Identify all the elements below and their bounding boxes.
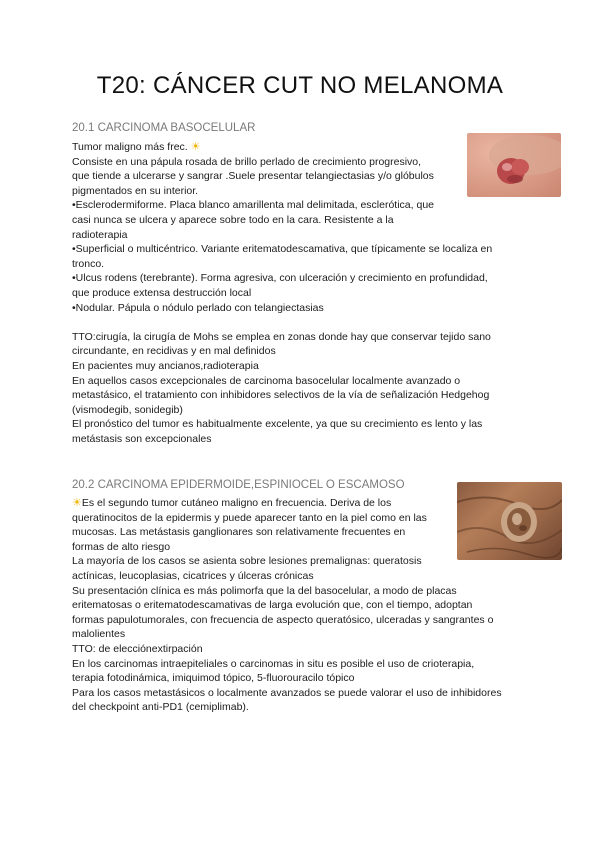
text-line: eritematosas o eritematodescamativas de larga evolución que, con el tiempo, adoptan [72,599,473,612]
text-line: En pacientes muy ancianos,radioterapia [72,359,259,372]
text-line: En aquellos casos excepcionales de carcinoma basocelular localmente avanzado o [72,374,461,387]
text-line: metastásico, el tratamiento con inhibidores selectivos de la vía de señalización Hedgehog [72,389,490,402]
section-heading-epidermoide: 20.2 CARCINOMA EPIDERMOIDE,ESPINIOCEL O ESCAMOSO [72,479,405,491]
text-line: El pronóstico del tumor es habitualmente excelente, ya que su crecimiento es lento y las [72,418,483,431]
text-line: TTO:cirugía, la cirugía de Mohs se emplea en zonas donde hay que conservar tejido sano [72,330,491,343]
section-body-epidermoide [72,496,502,715]
text-line: que produce extensa destrucción local [72,286,252,299]
section-heading-basocelular: 20.1 CARCINOMA BASOCELULAR [72,122,256,134]
text-line: formas papulotumorales, con frecuencia de aspecto queratósico, ulceradas y sangrantes o [72,613,494,626]
text-line: casi nunca se ulcera y aparece sobre todo en la cara. Resistente a la [72,213,394,226]
text-line: TTO: de elecciónextirpación [72,642,203,655]
text-line: circundante, en recidivas y en mal definidos [72,345,276,358]
text-line: •Nodular. Pápula o nódulo perlado con telangiectasias [72,301,324,314]
text-line: (vismodegib, sonidegib) [72,403,183,416]
text-line: formas de alto riesgo [72,540,171,553]
text-line: terapia fotodinámica, imiquimod tópico, 5-fluorouracilo tópico [72,672,355,685]
text-line: del checkpoint anti-PD1 (cemiplimab). [72,701,249,714]
text-line: tronco. [72,257,105,270]
text-line: mucosas. Las metástasis ganglionares son relativamente frecuentes en [72,526,406,539]
text-line: La mayoría de los casos se asienta sobre lesiones premalignas: queratosis [72,555,422,568]
text-line: Consiste en una pápula rosada de brillo perlado de crecimiento progresivo, [72,155,422,168]
text-line: actínicas, leucoplasias, cicatrices y úlceras crónicas [72,569,314,582]
page-title: T20: CÁNCER CUT NO MELANOMA [96,72,504,99]
text-line: Para los casos metastásicos o localmente avanzados se puede valorar el uso de inhibidores [72,686,502,699]
section-body-basocelular [72,140,492,446]
text-line: que tiende a ulcerarse y sangrar .Suele presentar telangiectasias y/o glóbulos [72,170,434,183]
text-line: Su presentación clínica es más polimorfa que la del basocelular, a modo de placas [72,584,457,597]
text-line: Tumor maligno más frec. ☀ [72,141,201,153]
text-line: queratinocitos de la epidermis y puede aparecer tanto en la piel como en las [72,511,427,524]
text-line: •Ulcus rodens (terebrante). Forma agresiva, con ulceración y crecimiento en profundidad, [72,272,488,285]
text-line: pigmentados en su interior. [72,184,199,197]
text-line: En los carcinomas intraepiteliales o carcinomas in situ es posible el uso de crioterapia, [72,657,475,670]
sun-icon: ☀ [72,497,82,509]
text-line: radioterapia [72,228,128,241]
sun-icon: ☀ [190,141,201,153]
blank-line [72,315,492,330]
text-line: ☀Es el segundo tumor cutáneo maligno en frecuencia. Deriva de los [72,497,392,509]
text-line: malolientes [72,628,126,641]
text-line: •Esclerodermiforme. Placa blanco amarillenta mal delimitada, esclerótica, que [72,199,435,212]
text-line: •Superficial o multicéntrico. Variante eritematodescamativa, que típicamente se localiza en [72,243,493,256]
text-line: metástasis son excepcionales [72,432,212,445]
